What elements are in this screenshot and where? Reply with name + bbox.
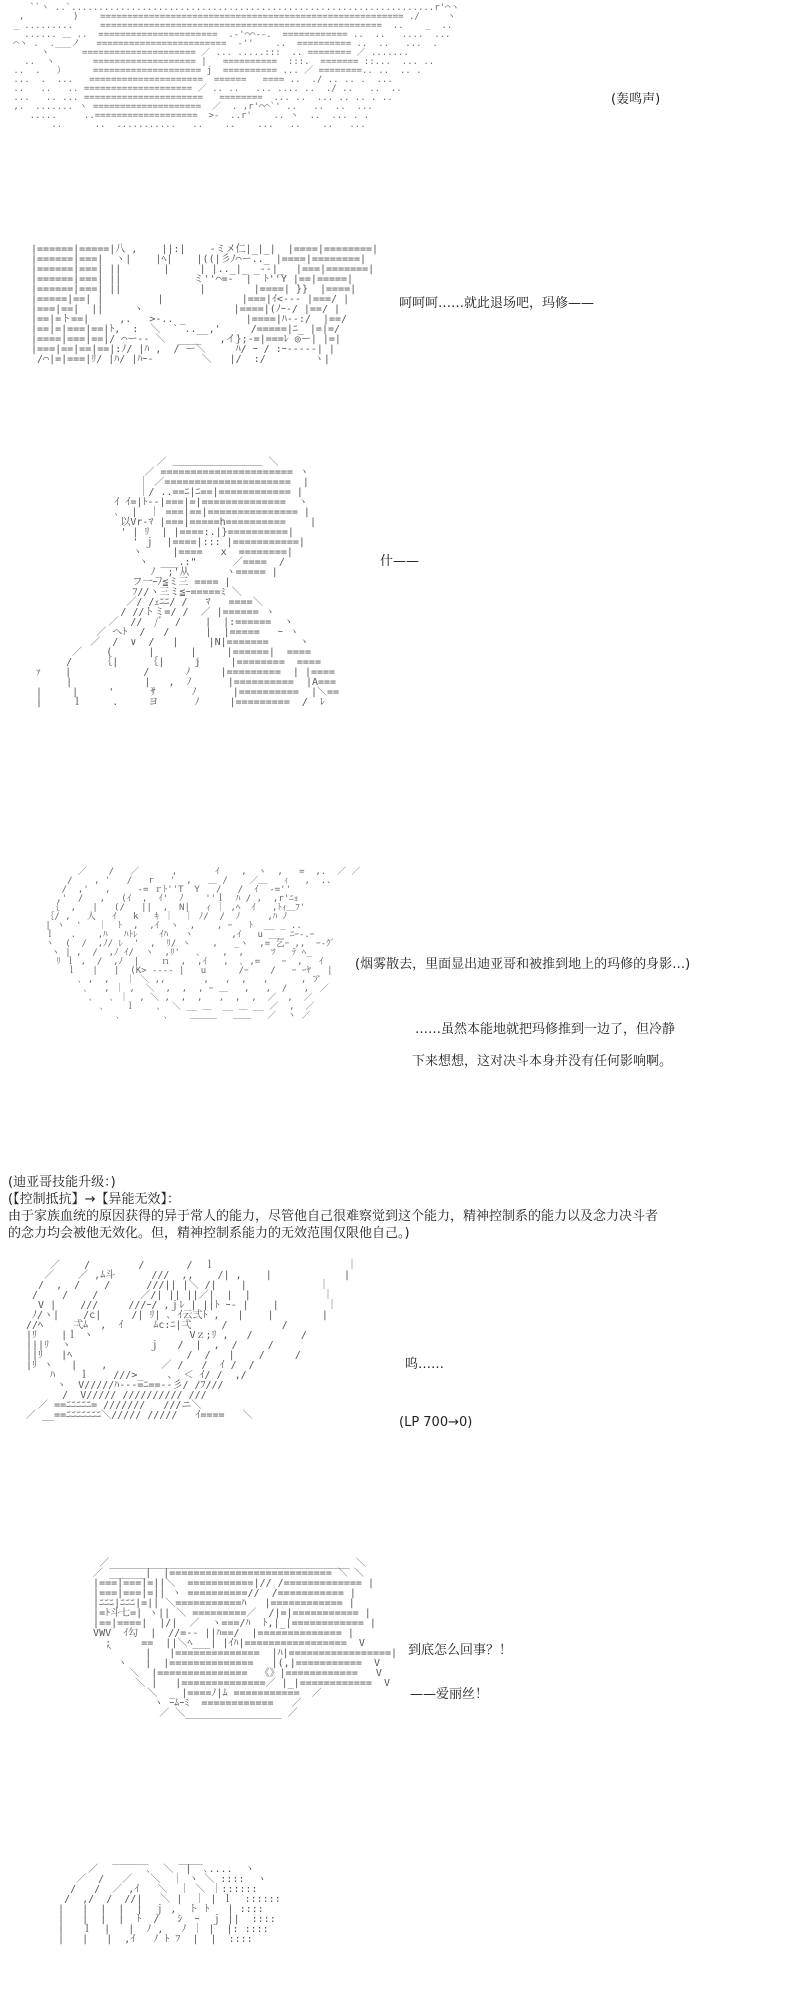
note-line: 的念力均会被他无效化。但，精神控制系能力的无效范围仅限他自己。) <box>8 1226 410 1241</box>
panel-explosion <box>0 0 800 200</box>
note-line: 由于家族血统的原因获得的异于常人的能力，尽管他自己很难察觉到这个能力，精神控制系的能力以及念力决斗者 <box>8 1209 659 1224</box>
note-line: (【控制抵抗】→【异能无效】： <box>8 1192 180 1207</box>
skill-upgrade-note <box>8 1174 793 1242</box>
ascii-art-startled: ／ ＿＿＿＿＿＿＿＿＿ ＼ ／ ====================== ヽ ｜ ／===================== | ｜/ ..==ﾆ|ﾆ==|============ | ｲ ｲ=|ﾄ--|===|=|============== ヽ ､ | ｜ ===|==|=============== | 以Vr-ﾏ |===|=====h========== | ' | ﾘ | |====:.|}==========| ' ｊ |====|::: |===========| ヽ |==== x ========| ヽ ___.:" ／==== / ﾉ_ ;'从 ヽ===== | フ一ｰﾉ≦ミ三 ==== | ﾌ//ヽ三ミ≦ｰ=====ﾐ ＼ ／/ /ｪﾆﾆ/ / ﾏ ====＼ / //トミ=/ / ／ |====== ヽ ／ // /ﾞ / | |:====== ヽ ／ へﾄ / / | |===== ｰ ヽ ／ / ∨ / | |N|======= ヽ ／ ( | | |======| ==== / ｛| ｛| j |======== ==== ｧ | / ﾉ |========= | |==== | | , ﾉ |========== |A=== | | ' ｻ ﾉ |========== |＼== | ｌ . ヨ ﾉ |========= / ﾚ <box>36 457 340 708</box>
dialogue-text: 下来想想，这对决斗本身并没有任何影响啊。 <box>412 1054 673 1069</box>
panel-shocked <box>0 1555 800 1775</box>
dialogue-text: (烟雾散去，里面显出迪亚哥和被推到地上的玛修的身影…) <box>355 957 691 972</box>
panel-smoke-clears <box>0 860 800 1160</box>
dialogue-text: 到底怎么回事？！ <box>408 1643 513 1658</box>
ascii-art-villain: |======|=====|八 , ||:| -ミメ仁|_|_| |====|========| |======|===| ヽ| |ﾍ| |((|彡ﾉ⌒ー.._ |====|========| |======|===| || | | |.._|_ _--|_ |===|=======| |======|===| || ミ''⌒=- | ﾄ''Y |==|=====| |======|===| || | |====| }} |====| |=====|==| | | |===|ｲ<--- |===/ | |===|==| || ヽ |====|(ﾉｰ-/ |==/ | |==|=ト==| ,. >-.. _ |====|ﾊ--:/ |==/ |==|=|===|==|ﾄ, : ＼ ` ..__,' /=====|ﾆ_ |=|=/ |====|===|==|/ ⌒ー-- ＼ ____ ,イ};-=|===ﾚ ◎ー| |=| |===|==|==|==|:ﾉ/ |ﾊ , / ー＼ ﾊ/ ｰ / :ｰ-----| | /⌒|=|===|ﾘ/ |ﾊ/ |ﾊｰ- ＼ |/ :/ ヽ| <box>31 244 379 365</box>
panel-defeated <box>0 1255 800 1535</box>
ascii-art-partial-figure: ______ ____ ／ ､ ＼ | ､.... ヽ ／ / ／ ＼ ｜ ヽ ＼ :::: ヽ / / ／ ,ｲ ＼ ｜ ＼ ｜:::::: / ,/ / //| ＼ | ｜ | ｌ :::::: | | | | | ｊ , ト ﾄ | :::: | | | | ﾄ / ｼ ｰ ｊ || :::: | ｌ | | ﾉ , ﾉ ｜ | |: :::: | | | ,ｲ ﾉ ﾄ ﾌ | | :::: <box>58 1854 281 1945</box>
dialogue-text: ——爱丽丝！ <box>410 1687 489 1702</box>
dialogue-text: ……虽然本能地就把玛修推到一边了，但冷静 <box>415 1022 676 1037</box>
ascii-art-shocked: ／________________________________________ ＼ ／ ______| |=========================== ＼ ＼ |===|===|=||＼ ===========|// /============= | |===|===|=|| ヽ ==========// /=========== | |ﾆﾆﾆ|ﾆﾆﾆ|=|| ＼===========ﾊ |============ | |=ﾄ斗七=| ヽ|| ＼ =========／ /|=|=========== | |==|====| |/| ／ ヽ===/ﾊ ﾄ,|_|============ | VWV ｲ勾 | //=-- ||ﾊ==/ |============== | ; == ||＼ﾍ___| |ｲﾊ|================= V ｀ | |============== |ﾊ|=================| ヽ | |============== |(,|=========== V ＼ |=============== 《》|============ V ＼ | |==============／ |_|============ V ＼ _ |====ﾉ|ﾑ =========== ／ ヽ ｰﾑｰﾐ ============ ／ ／ ＼________________ ／ <box>93 1558 398 1719</box>
panel-partial-figure <box>0 1855 800 2000</box>
dialogue-text: (轰鸣声) <box>611 92 661 107</box>
dialogue-text: 呵呵呵……就此退场吧，玛修—— <box>399 296 595 311</box>
panel-villain <box>0 235 800 435</box>
panel-skill-note <box>0 1170 800 1240</box>
dialogue-text: 什—— <box>380 554 420 569</box>
note-line: (迪亚哥技能升级：) <box>8 1175 116 1190</box>
ascii-art-explosion: ``ヽ ..`...................................................................r'⌒ヽ , ) ======================================================== ./ ヽ _ ......... ==================================================== .. _ .. ...... ＿ .. ====================== .-'⌒⌒--. ============ .. .. .... ... ⌒ヽ . .___ノ ======================== -'' .. ========== .. .. ... . ヽ ===================== ／ ... .....::: .. ======== ／ ....... .. ヽ =================== | ========== :::. ======= ::... ... .. .. . ） ==================== j ========== ... ／ ========.. .. .. . ... . ... ===================== ====== ==== .. ./ .. .. . ... .. .. .. ==================== ／ .. .. ... .... .. ./ .. .. .. ... .. ... ====================== ======== ... .. ... .. .. . .. ,. ....... ヽ ==================== ／ . ,r'⌒⌒`' .. .. .. ... ..... ..=================== >- ..r' .. ヽ .. ... . . .. .. ........... .. .. ... .. .. ... <box>13 3 460 130</box>
ascii-art-defeated: ／ / / / ｌ ｜ ／ ／ ,ﾑ斗 /// ,, /| , | | / , / / ///|| |＼ /| | ｜ / / / ／/| || ||／| | | ｜ V | /// ///ｰ/ ,ｊﾚ | ||ﾄ ｰ- | | ｜ ﾉ/ヽ| /c| /| ﾘ| ､ ｲ云弍ﾄ , | | | //ﾍ 弌ﾑ , ｲ ﾑc:ﾆ|弌 / / |ﾘ |ｌ ヽ Vｚ;ﾘ , / / |||ﾘ ヽ ｊ / | , / / ||ﾘ |ﾍ / / | / / |ﾘ ヽ | , ／ / / ｲ / / ﾊ ｌ ///>_ 、 ＜ ｲ/ / ,/ ヽ V/////ﾊ---=ﾆ==--彡/ /ﾌ/// / V///// ////////// /// ／ ==ﾆﾆﾆﾆﾆ= /////// ///ニ＼ ／ __==ﾆﾆﾆﾆﾆﾆﾆ＼///// ///// ｲ==== ＼ <box>26 1260 358 1421</box>
panel-startled <box>0 450 800 830</box>
dialogue-text: 呜…… <box>405 1357 445 1372</box>
dialogue-text: (LP 700→0) <box>399 1415 473 1430</box>
ascii-art-smoke-clears: ／ / ／ , ｲ , ヽ , = ,. ／ ／ / , ' / r ' , ＿ / ／＿ ｨ , .. / ,' , -= ｒﾄ''T Y / / ｲ -='' ,' / , (ｲ , ｲ' ﾉ ''ｌ ﾊ / , ,r'ﾆｮ ｛ , | (/ || , N| ｨ ｜ ,ﾍ ｲ ,ﾄｨ＿ﾌ' ｛/ , 人 ｲ k ｷ ｜ ｜ ﾉ/ / ﾉ ,ﾊ ﾉ | ヽ ' ｜ ﾄ , ,ｲ ヽ , , ｰ ﾄ __ _ .. ｌ . ,ﾊ ﾊﾄﾚ ｲﾊ ヽ ,ｲ u ___ ﾆｰ-.ｰ ヽ ( / ,ﾉ/ ﾚ ' , ﾘ/ ヽ , _ヽ ,= 乞ｰ ,, ｰ-ｸﾞ ヽ | , / ,ﾉ ｲ/ ヽ ,ﾘ' ､ , , ﾂ ﾃ ﾍ_ ﾘ ｌ , / ,ﾉ | ｎ , ,ｲ , ､ ,= ｰ , ｲ ｌ | | (K> ---- | u /ｰ / ｰ ｰﾔ | ､ , , ｜ ＼ ,, , , , , , ア ､ , ｜ , ＼ , , , ｰ ＿ , , / , ／ ､ ､ ｜ , ＼ , , , , , , ／ , ／ ､ ｌ ､ ＼ __ ＿ __ ＿ __ ／ , ／ ､ ､ ＿＿＿ ＿＿ ／ ヽ ／ <box>45 867 361 1021</box>
